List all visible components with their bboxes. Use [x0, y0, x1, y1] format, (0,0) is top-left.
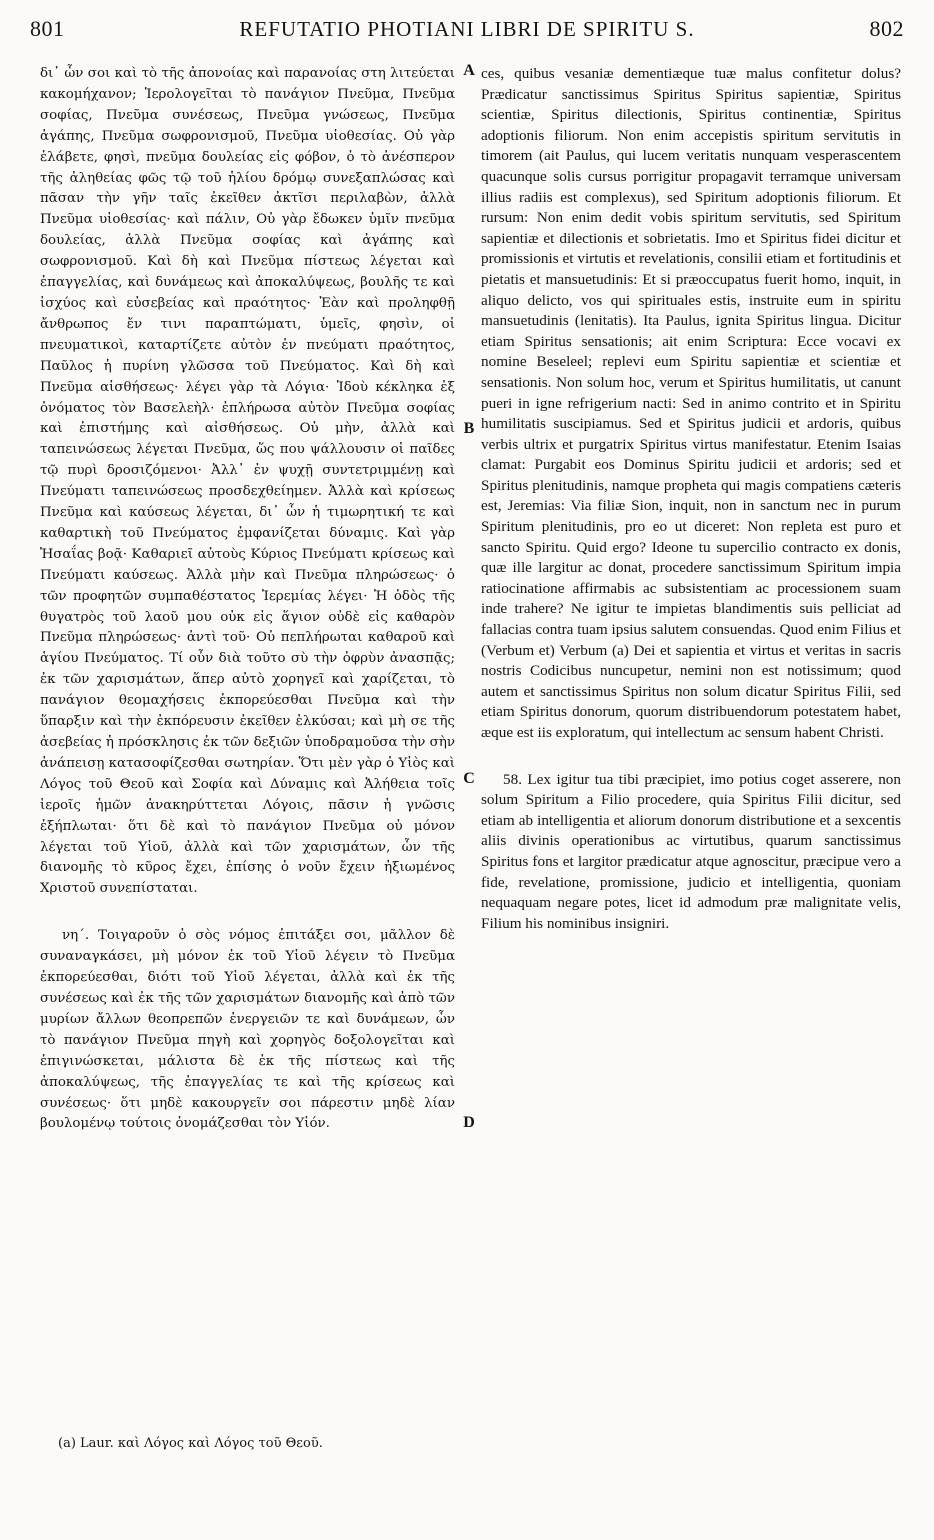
section-marker-c: C	[463, 770, 475, 787]
latin-paragraph-2: 58. Lex igitur tua tibi præcipiet, imo potius coget asserere, non solum Spiritum a Filio procedere, quia Spiritus Filii dicitur, sed etiam ab intelligentia et aliorum donorum distributione et a sexcentis aliis divinis operationibus ac virtutibus, quarum sanctissimus Spiritus fons et largitor prædicatur atque agnoscitur, præcipue vero a fide, revelatione, promissione, judicio et intelligentia, quoniam nequaquam negare potes, licet id admodum præ malignitate velis, Filium his nominibus insigniri.	[481, 770, 901, 932]
section-marker-d: D	[463, 1114, 475, 1131]
page-number-left: 801	[30, 16, 65, 41]
latin-column	[481, 64, 901, 934]
greek-paragraph-2: νη΄. Τοιγαροῦν ὁ σὸς νόμος ἐπιτάξει σοι, μᾶλλον δὲ συναναγκάσει, μὴ μόνον ἐκ τοῦ Υἱοῦ λέγειν τὸ Πνεῦμα ἐκπορεύεσθαι, διότι τοῦ Υἱοῦ λέγεται, ἀλλὰ καὶ ἐκ τῆς συνέσεως καὶ ἐκ τῆς τῶν χαρισμάτων διανομῆς καὶ ἀπὸ τῶν μυρίων ἄλλων θεοπρεπῶν ἐνεργειῶν τε καὶ δυνάμεων, ὧν τὸ πανάγιον Πνεῦμα πηγὴ καὶ χορηγὸς δοξολογεῖται καὶ ἐπιγινώσκεται, μάλιστα δὲ ἐκ τῆς πίστεως καὶ τῆς ἀποκαλύψεως, τῆς ἐπαγγελίας τε καὶ τῆς κρίσεως καὶ συνέσεως· ὅτι μηδὲ κακουργεῖν σοι πάρεστιν μηδὲ λίαν βουλομένῳ τούτοις ὀνομάζεσθαι τὸν Υἱόν.	[40, 928, 455, 1132]
greek-paragraph-1: δι᾿ ὧν σοι καὶ τὸ τῆς ἀπονοίας καὶ παρανοίας στη λιτεύεται κακομήχανον; Ἱερολογεῖται τὸ πανάγιον Πνεῦμα, Πνεῦμα σοφίας, Πνεῦμα συνέσεως, Πνεῦμα γνώσεως, Πνεῦμα ἀγάπης, Πνεῦμα σωφρονισμοῦ, Πνεῦμα υἱοθεσίας. Οὐ γὰρ ἐλάβετε, φησὶ, πνεῦμα δουλείας εἰς φόβον, ὁ τὸ ἀνέσπερον τῆς ἀληθείας φῶς τῷ τοῦ ἡλίου δρόμῳ συνεξαπλώσας καὶ πᾶσαν τὴν γῆν ταῖς ἐκεῖθεν ἀκτῖσι περιλαβὼν, ἀλλὰ Πνεῦμα υἱοθεσίας· καὶ πάλιν, Οὐ γὰρ ἔδωκεν ὑμῖν πνεῦμα δουλείας, ἀλλὰ Πνεῦμα σοφίας καὶ ἀγάπης καὶ σωφρονισμοῦ. Καὶ δὴ καὶ Πνεῦμα πίστεως λέγεται καὶ ἐπαγγελίας, καὶ δυνάμεως καὶ ἀποκαλύψεως, βουλῆς τε καὶ ἰσχύος καὶ εὐσεβείας καὶ πραότητος· Ἐὰν καὶ προληφθῇ ἄνθρωπος ἔν τινι παραπτώματι, ὑμεῖς, φησὶν, οἱ πνευματικοὶ, καταρτίζετε αὐτὸν ἐν πνεύματι πραότητος, Παῦλος ἡ πυρίνη γλῶσσα τοῦ Πνεύματος. Καὶ δὴ καὶ Πνεῦμα αἰσθήσεως· λέγει γὰρ τὰ Λόγια· Ἰδοὺ κέκληκα ἐξ ὀνόματος τὸν Βασελεὴλ· ἐπλήρωσα αὐτὸν Πνεῦμα σοφίας καὶ ἐπιστήμης καὶ αἰσθήσεως. Οὐ μὴν, ἀλλὰ καὶ ταπεινώσεως λέγεται Πνεῦμα, ὥς που ψάλλουσιν οἱ παῖδες τῷ πυρὶ δροσιζόμενοι· Ἀλλ᾿ ἐν ψυχῇ συντετριμμένῃ καὶ Πνεύματι ταπεινώσεως προσδεχθείημεν. Ἀλλὰ καὶ κρίσεως Πνεῦμα καὶ καύσεως λέγεται, δι᾿ ὧν ἡ τιμωρητική τε καὶ καθαρτικὴ τοῦ Πνεύματος ἐμφανίζεται δύναμις. Καὶ γὰρ Ἡσαΐας βοᾷ· Καθαριεῖ αὐτοὺς Κύριος Πνεύματι κρίσεως καὶ Πνεύματι καύσεως. Ἀλλὰ μὴν καὶ Πνεῦμα πληρώσεως· ὁ τῶν προφητῶν συμπαθέστατος Ἱερεμίας λέγει· Ἡ ὁδὸς τῆς θυγατρὸς τοῦ λαοῦ μου οὐκ εἰς ἅγιον οὐδὲ εἰς καθαρὸν Πνεῦμα πληρώσεως· ἀντὶ τοῦ· Οὐ πεπλήρωται καθαροῦ καὶ ἁγίου Πνεύματος. Τί οὖν διὰ τοῦτο σὺ τὴν ὀφρὺν ἀνασπᾷς; ἐκ τῶν χαρισμάτων, ἅπερ αὐτὸ χορηγεῖ καὶ χαρίζεται, τὸ πανάγιον θεομαχήσεις ἐκπορεύεσθαι Πνεῦμα καὶ τὴν ὕπαρξιν καὶ τὴν ἐκπόρευσιν ἐκεῖθεν ἑλκύσαι; καὶ μὴ σε τῆς ἀσεβείας ἡ πρόσκλησις ἐκ τῶν δεξιῶν ὑποδραμοῦσα τὴν σὴν ἀνάπεισῃ κατασοφίζεσθαι σωτηρίαν. Ὅτι μὲν γὰρ ὁ Υἱὸς καὶ Λόγος τοῦ Θεοῦ καὶ Σοφία καὶ Δύναμις καὶ Ἀλήθεια τοῖς ἱεροῖς ἡμῶν ἀνακηρύττεται Λόγοις, πᾶσιν ἡ γνῶσις ἐξήπλωται· ὅτι δὲ καὶ τὸ πανάγιον Πνεῦμα οὐ μόνον λέγεται τοῦ Υἱοῦ, ἀλλὰ καὶ τῶν χαρισμάτων, ὧν τῆς διανομῆς τὸ κῦρος ἔχει, ἐπίσης ὁ νοῦν ἔχειν ἠξιωμένος Χριστοῦ συνεπίσταται.	[40, 66, 455, 897]
running-header	[30, 12, 904, 46]
latin-paragraph-1: ces, quibus vesaniæ dementiæque tuæ malus confitetur dolus? Prædicatur sanctissimus Spiritus Spiritus sapientiæ, Spiritus scientiæ, Spiritus dilectionis, Spiritus continentiæ, Spiritus adoptionis filiorum. Non enim accepistis spiritum servitutis in timorem (ait Paulus, qui lucem veritatis nunquam vesperascentem quacunque solis cursus porrigitur propagavit terramque universam illius radiis est complexus), sed Spiritum adoptionis filiorum. Et rursum: Non enim dedit vobis spiritum servitutis, sed Spiritum sapientiæ et dilectionis et sobrietatis. Imo et Spiritus fidei dicitur et promissionis et virtutis et revelationis, consilii etiam et fortitudinis et pietatis et mansuetudinis: Et si præoccupatus fuerit homo, inquit, in aliquo delicto, vos qui spirituales estis, instruite eum in spiritu mansuetudinis (lenitatis). Ita Paulus, ignita Spiritus lingua. Dicitur etiam Spiritus sensationis; ait enim Scriptura: Ecce vocavi ex nomine Beseleel; replevi eum Spiritu sapientiæ et scientiæ et sensationis. Non solum hoc, verum et Spiritus humilitatis, ut canunt pueri in igne refrigerium nacti: Sed in animo contrito et in Spiritu humilitatis suscipiamus. Sed et Spiritus judicii et ardoris, quibus verbis ultrix et purgatrix Spiritus virtus manifestatur. Etenim Isaias clamat: Purgabit eos Dominus Spiritu judicii et ardoris; sed et Spiritus plenitudinis, namque propheta qui magis compatiens cæteris est, Jeremias: Via filiæ Sion, inquit, non in sanctum nec in purum Spiritum plenitudinis, pro eo ut diceret: Non repleta est puro et sancto Spiritu. Quid ergo? Ideone tu supercilio contracto ex donis, quæ ille largitur ac donat, procedere sanctissimum Spiritum impia ratiocinatione affirmabis ac subsistentiam ac processionem suam inde trahere? Ne igitur te impietas blandimentis suis pelliciat ad fallacias contra tuam ipsius salutem consuendas. Quod enim Filius et (Verbum et) Verbum (a) Dei et sapientia et virtus et veritas in sacris nostris Codicibus nuncupetur, nemini non est notissimum; quod autem et sanctissimus Spiritus non solum dicatur Spiritus Filii, sed etiam Spiritus donorum, quorum distribuendorum potestatem habet, æque est iis exploratum, qui intellectum ac sensum habent Christi.	[481, 65, 901, 741]
section-marker-b: B	[463, 420, 475, 437]
page-number-right: 802	[869, 16, 904, 41]
running-title: REFUTATIO PHOTIANI LIBRI DE SPIRITU S.	[239, 16, 695, 41]
greek-column	[40, 64, 455, 1135]
section-marker-a: A	[463, 62, 475, 79]
footnote: (a) Laur. καὶ Λόγος καὶ Λόγος τοῦ Θεοῦ.	[58, 1436, 323, 1451]
